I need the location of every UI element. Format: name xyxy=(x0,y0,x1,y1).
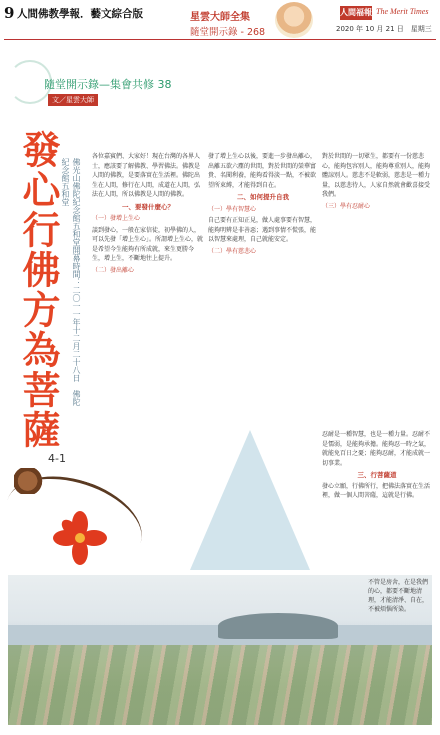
part-number: 4-1 xyxy=(48,452,66,465)
series-title: 隨堂開示錄—集會共修 38 xyxy=(44,78,172,91)
section-heading: 三、行菩薩道 xyxy=(357,471,397,479)
article-title: 發心行佛方為菩薩 xyxy=(16,130,61,450)
pull-quote: 不管是房舍，在是我們的心，都要不斷地清理，才能清淨、自在，不被煩惱所染。 xyxy=(368,579,429,613)
paragraph: 談到發心，一般在家信徒，初學佛的人，可以先發「增上生心」。所謂增上生心，就是希望今生能夠有所成就，來生更勝今生，增上生，不斷地往上提升。 xyxy=(92,226,204,262)
text-column-1 xyxy=(92,152,204,412)
page-header xyxy=(0,0,440,38)
page-number: 9 xyxy=(4,4,15,22)
section-name: 人間佛教學報．藝文綜合版 xyxy=(17,8,143,20)
newspaper-logo: 人間福報 xyxy=(340,6,372,20)
island-shape xyxy=(218,613,338,639)
paragraph: 對於世間的一切眾生，都要有一份慈悲心，能夠包容別人，能夠尊重別人，能夠體諒別人。慈悲不是軟弱，慈悲是一種力量，以慈悲待人，人家自然就會歡喜接受我們。 xyxy=(322,153,431,198)
section-heading: 一、要發什麼心？ xyxy=(122,202,174,211)
subsection-heading: （二）學有慈悲心 xyxy=(208,247,257,255)
subsection-heading: （一）學有智慧心 xyxy=(208,205,257,213)
paragraph: 自己要有正知正見，做人處事要有智慧，能夠明辨是非善惡；遇到事情不慌張，能以智慧來處理，自己就能安定。 xyxy=(208,217,317,243)
subsection-heading: （一）發增上生心 xyxy=(92,215,141,222)
banner-subtitle: 隨堂開示錄 - 268 xyxy=(190,27,266,38)
farm-fields xyxy=(8,645,432,725)
text-column-3 xyxy=(322,152,432,412)
newspaper-logo-en: The Merit Times xyxy=(376,7,429,16)
section-heading: 二、如何提升自我 xyxy=(237,193,289,201)
author-badge: 文／星雲大師 xyxy=(48,94,98,106)
master-portrait xyxy=(275,2,313,38)
event-note: 佛光山佛陀紀念館五和堂開幕時間：二〇一一年十二月二十八日 佛陀紀念館五和堂 xyxy=(61,158,81,406)
header-rule xyxy=(4,39,436,40)
decorative-triangle xyxy=(190,430,310,570)
bird-illustration xyxy=(14,468,48,494)
text-column-4 xyxy=(322,430,432,590)
subsection-heading: （三）學有忍耐心 xyxy=(322,202,371,210)
paragraph: 發了增上生心以後，要進一步發出離心，出離五欲六塵的世間，對於世間的榮華富貴、名聞利養，能夠看得淡一點，不被欲望所束縛，才能得到自在。 xyxy=(208,153,317,189)
subsection-heading: （二）發出離心 xyxy=(92,266,135,274)
paragraph: 各位嘉賓們、大家好！現在台灣的各界人士，應該要了解佛教、學習佛法。佛教是人間的佛教，是要落實在生活裡。佛陀出生在人間，修行在人間，成道在人間，弘法在人間，所以佛教是人間的佛教。 xyxy=(92,153,201,198)
text-column-2 xyxy=(208,152,318,412)
dateline: 2020 年 10 月 21 日 星期三 xyxy=(336,25,432,33)
red-flower-illustration xyxy=(52,510,108,566)
banner-title: 星雲大師全集 xyxy=(190,12,250,23)
paragraph: 發心立願，行佛所行，把佛法落實在生活裡，做一個人間菩薩，這就是行佛。 xyxy=(322,482,431,499)
paragraph: 忍耐是一種智慧，也是一種力量。忍耐不是懦弱，是能夠承擔。能夠忍一時之氣，就能免百日之憂；能夠忍耐，才能成就一切事業。 xyxy=(322,431,431,467)
